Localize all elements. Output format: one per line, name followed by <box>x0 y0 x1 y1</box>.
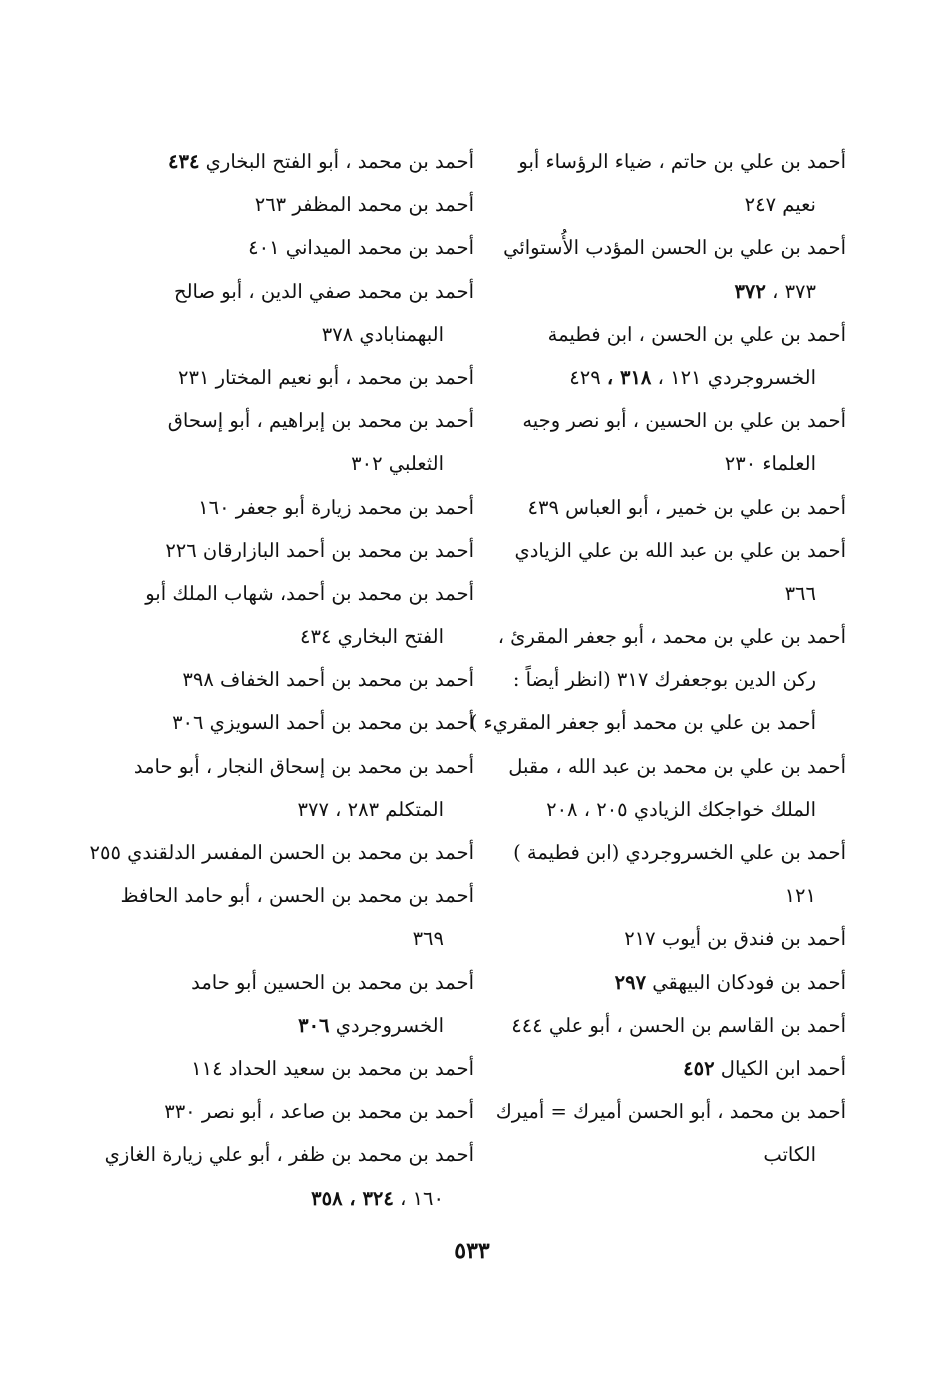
index-entry-continuation <box>134 615 474 658</box>
index-entry <box>134 572 474 615</box>
entry-text: ركن الدين بوجعفرك ٣١٧ (انظر أيضاً : <box>512 668 816 692</box>
entry-page-bold: ٣٢٤ ، ٣٥٨ <box>311 1186 394 1210</box>
entry-text: الملك خواجكك الزيادي ٢٠٥ ، ٢٠٨ <box>546 797 816 821</box>
index-entry <box>134 399 474 442</box>
entry-text: أحمد بن محمد صفي الدين ، أبو صالح <box>174 279 474 303</box>
entry-text: الخسروجردي ١٢١ ، <box>657 365 816 389</box>
index-entry-continuation <box>134 1177 474 1220</box>
index-entry <box>501 529 846 572</box>
entry-text: أحمد بن محمد المظفر ٢٦٣ <box>254 193 474 217</box>
index-entry <box>134 1090 474 1133</box>
entry-text: أحمد بن محمد بن أحمد الخفاف ٣٩٨ <box>182 668 474 692</box>
entry-text: أحمد بن محمد بن أحمد، شهاب الملك أبو <box>145 581 474 605</box>
index-entry-continuation <box>501 572 846 615</box>
entry-text: أحمد بن محمد زيارة أبو جعفر ١٦٠ <box>198 495 474 519</box>
index-entry <box>134 226 474 269</box>
entry-text: أحمد بن علي الخسروجردي (ابن فطيمة ) <box>513 841 846 864</box>
entry-text: ٣٦٦ <box>784 581 816 605</box>
entry-text: نعيم ٢٤٧ <box>744 193 816 217</box>
index-entry <box>134 529 474 572</box>
entry-text: المتكلم ٢٨٣ ، ٣٧٧ <box>297 797 444 821</box>
index-entry <box>501 745 846 788</box>
entry-text: أحمد بن فندق بن أيوب ٢١٧ <box>624 927 846 951</box>
index-entry-continuation <box>134 442 474 485</box>
index-entry <box>134 745 474 788</box>
index-entry-continuation <box>501 658 846 701</box>
index-entry <box>134 183 474 226</box>
index-entry-continuation <box>501 183 846 226</box>
index-entry-continuation <box>501 788 846 831</box>
entry-text: أحمد بن محمد ، أبو الفتح البخاري <box>205 150 474 173</box>
index-entry-continuation <box>134 313 474 356</box>
entry-text: أحمد بن محمد بن الحسن ، أبو حامد الحافظ <box>120 884 474 908</box>
index-entry <box>134 658 474 701</box>
index-entry <box>501 961 846 1004</box>
entry-text: أحمد بن علي بن الحسن المؤدب الأُستوائي <box>503 236 846 260</box>
index-entry-continuation <box>469 701 846 744</box>
entry-text: ٣٦٩ <box>412 927 444 951</box>
index-entry <box>501 313 846 356</box>
entry-text: أحمد بن محمد بن ظفر ، أبو علي زيارة الغازي <box>104 1143 474 1167</box>
entry-text: أحمد بن محمد بن الحسن المفسر الدلقندي ٢٥٥ <box>89 841 474 864</box>
index-entry-continuation <box>134 788 474 831</box>
index-entry <box>501 486 846 529</box>
entry-text: ١٦٠ ، <box>400 1186 444 1210</box>
entry-text: أحمد بن محمد بن الحسين أبو حامد <box>191 970 474 994</box>
index-entry <box>501 140 846 183</box>
index-entry <box>134 701 474 744</box>
entry-text: الكاتب <box>763 1143 816 1167</box>
entry-page-tail: ٤٢٩ <box>569 365 601 389</box>
index-entry-continuation <box>501 442 846 485</box>
entry-text: البهمنابادي ٣٧٨ <box>321 322 444 346</box>
index-entry-continuation <box>134 1004 474 1047</box>
entry-text: أحمد بن محمد بن أحمد البازارقان ٢٢٦ <box>165 538 474 562</box>
index-entry-continuation <box>501 1133 846 1176</box>
index-entry <box>134 1047 474 1090</box>
entry-text: أحمد بن محمد بن صاعد ، أبو نصر ٣٣٠ <box>164 1100 474 1124</box>
entry-text: أحمد بن علي بن محمد أبو جعفر المقريء ) <box>469 711 816 735</box>
index-entry-continuation <box>501 874 846 917</box>
entry-text: أحمد بن محمد ، أبو الحسن أميرك = أميرك <box>495 1100 846 1124</box>
entry-text: الثعلبي ٣٠٢ <box>351 452 444 476</box>
index-entry-continuation <box>134 917 474 960</box>
entry-text: أحمد بن محمد الميداني ٤٠١ <box>248 236 474 260</box>
entry-page-bold: ٣٧٢ <box>734 279 766 303</box>
entry-text: ١٢١ <box>784 884 816 908</box>
index-entry <box>134 140 474 183</box>
entry-text: الفتح البخاري ٤٣٤ <box>300 625 444 649</box>
entry-text: أحمد بن علي بن خمير ، أبو العباس ٤٣٩ <box>527 495 846 519</box>
index-entry <box>495 1090 846 1133</box>
index-entry <box>501 831 846 874</box>
index-column-left <box>89 140 474 1220</box>
entry-text: أحمد بن علي بن محمد ، أبو جعفر المقرئ ، <box>497 625 846 649</box>
index-entry <box>501 1004 846 1047</box>
index-entry-continuation <box>501 270 846 313</box>
entry-text: أحمد بن علي بن محمد بن عبد الله ، مقبل <box>508 754 846 778</box>
entry-page-bold: ٤٣٤ <box>168 150 200 173</box>
entry-text: أحمد بن القاسم بن الحسن ، أبو علي ٤٤٤ <box>511 1013 846 1037</box>
index-entry <box>89 831 474 874</box>
index-entry <box>134 270 474 313</box>
entry-text: أحمد بن علي بن حاتم ، ضياء الرؤساء أبو <box>518 150 846 173</box>
entry-text: أحمد بن علي بن الحسن ، ابن فطيمة <box>547 322 846 346</box>
index-entry <box>134 961 474 1004</box>
entry-page-bold: ٣١٨ ، <box>606 365 652 389</box>
entry-text: أحمد بن محمد بن أحمد السويزي ٣٠٦ <box>172 711 474 735</box>
entry-text: الخسروجردي <box>335 1013 444 1037</box>
entry-text: أحمد بن محمد ، أبو نعيم المختار ٢٣١ <box>178 365 474 389</box>
page-number: ٥٣٣ <box>454 1238 490 1264</box>
entry-text: أحمد ابن الكيال <box>720 1056 846 1080</box>
entry-text: أحمد بن محمد بن إسحاق النجار ، أبو حامد <box>133 754 474 778</box>
index-entry-continuation <box>501 356 846 399</box>
index-entry <box>501 917 846 960</box>
index-entry <box>501 1047 846 1090</box>
entry-text: أحمد بن محمد بن إبراهيم ، أبو إسحاق <box>167 409 474 433</box>
index-entry <box>134 356 474 399</box>
entry-page-bold: ٤٥٢ <box>683 1056 715 1080</box>
index-entry <box>134 486 474 529</box>
index-entry <box>497 615 846 658</box>
entry-text: العلماء ٢٣٠ <box>724 452 816 476</box>
index-column-right <box>469 140 846 1177</box>
entry-page-bold: ٢٩٧ <box>614 970 647 994</box>
index-entry <box>104 1133 474 1176</box>
entry-text: أحمد بن علي بن عبد الله بن علي الزيادي <box>514 538 846 562</box>
entry-text: أحمد بن محمد بن سعيد الحداد ١١٤ <box>191 1056 474 1080</box>
entry-text: أحمد بن علي بن الحسين ، أبو نصر وجيه <box>522 409 846 433</box>
index-entry <box>501 226 846 269</box>
index-entry <box>120 874 474 917</box>
entry-text: ٣٧٣ ، <box>772 279 816 303</box>
entry-page-bold: ٣٠٦ <box>298 1013 330 1037</box>
entry-text: أحمد بن فودكان البيهقي <box>652 970 846 994</box>
index-entry <box>501 399 846 442</box>
